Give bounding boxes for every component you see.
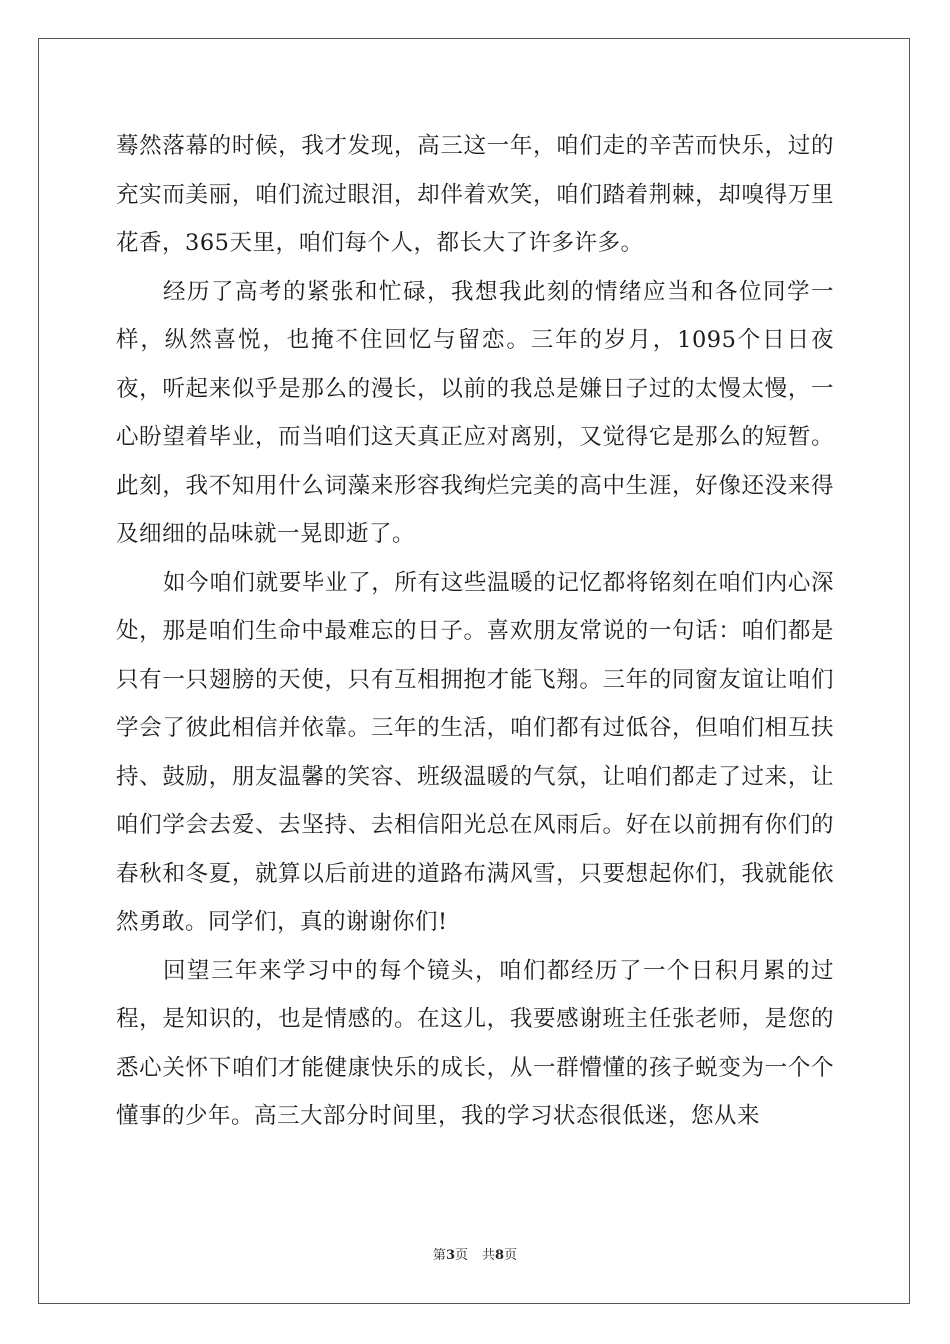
paragraph: 蓦然落幕的时候，我才发现，高三这一年，咱们走的辛苦而快乐，过的充实而美丽，咱们流过眼泪，却伴着欢笑，咱们踏着荆棘，却嗅得万里花香，365天里，咱们每个人，都长大了许多许多。 [116,133,834,256]
page-prefix: 第 [432,1248,446,1263]
paragraph: 回望三年来学习中的每个镜头，咱们都经历了一个日积月累的过程，是知识的，也是情感的。在这儿，我要感谢班主任张老师，是您的悉心关怀下咱们才能健康快乐的成长，从一群懵懂的孩子蜕变为一个个懂事的少年。高三大部分时间里，我的学习状态很低迷，您从来 [116,957,834,1129]
page-footer [0,1246,950,1266]
total-pages-indicator [482,1248,517,1263]
total-pages: 8 [495,1248,505,1263]
paragraph: 如今咱们就要毕业了，所有这些温暖的记忆都将铭刻在咱们内心深处，那是咱们生命中最难忘的日子。喜欢朋友常说的一句话：咱们都是只有一只翅膀的天使，只有互相拥抱才能飞翔。三年的同窗友谊让咱们学会了彼此相信并依靠。三年的生活，咱们都有过低谷，但咱们相互扶持、鼓励，朋友温馨的笑容、班级温暖的气氛，让咱们都走了过来，让咱们学会去爱、去坚持、去相信阳光总在风雨后。好在以前拥有你们的春秋和冬夏，就算以后前进的道路布满风雪，只要想起你们，我就能依然勇敢。同学们，真的谢谢你们! [116,569,834,935]
document-body [116,122,834,1141]
paragraph: 经历了高考的紧张和忙碌，我想我此刻的情绪应当和各位同学一样，纵然喜悦，也掩不住回忆与留恋。三年的岁月，1095个日日夜夜，听起来似乎是那么的漫长，以前的我总是嫌日子过的太慢太慢，一心盼望着毕业，而当咱们这天真正应对离别，又觉得它是那么的短暂。此刻，我不知用什么词藻来形容我绚烂完美的高中生涯，好像还没来得及细细的品味就一晃即逝了。 [116,278,834,547]
page-number: 3 [445,1248,455,1263]
page-suffix: 页 [454,1248,468,1263]
total-prefix: 共 [482,1248,496,1263]
total-suffix: 页 [504,1248,518,1263]
page-indicator [433,1248,468,1263]
